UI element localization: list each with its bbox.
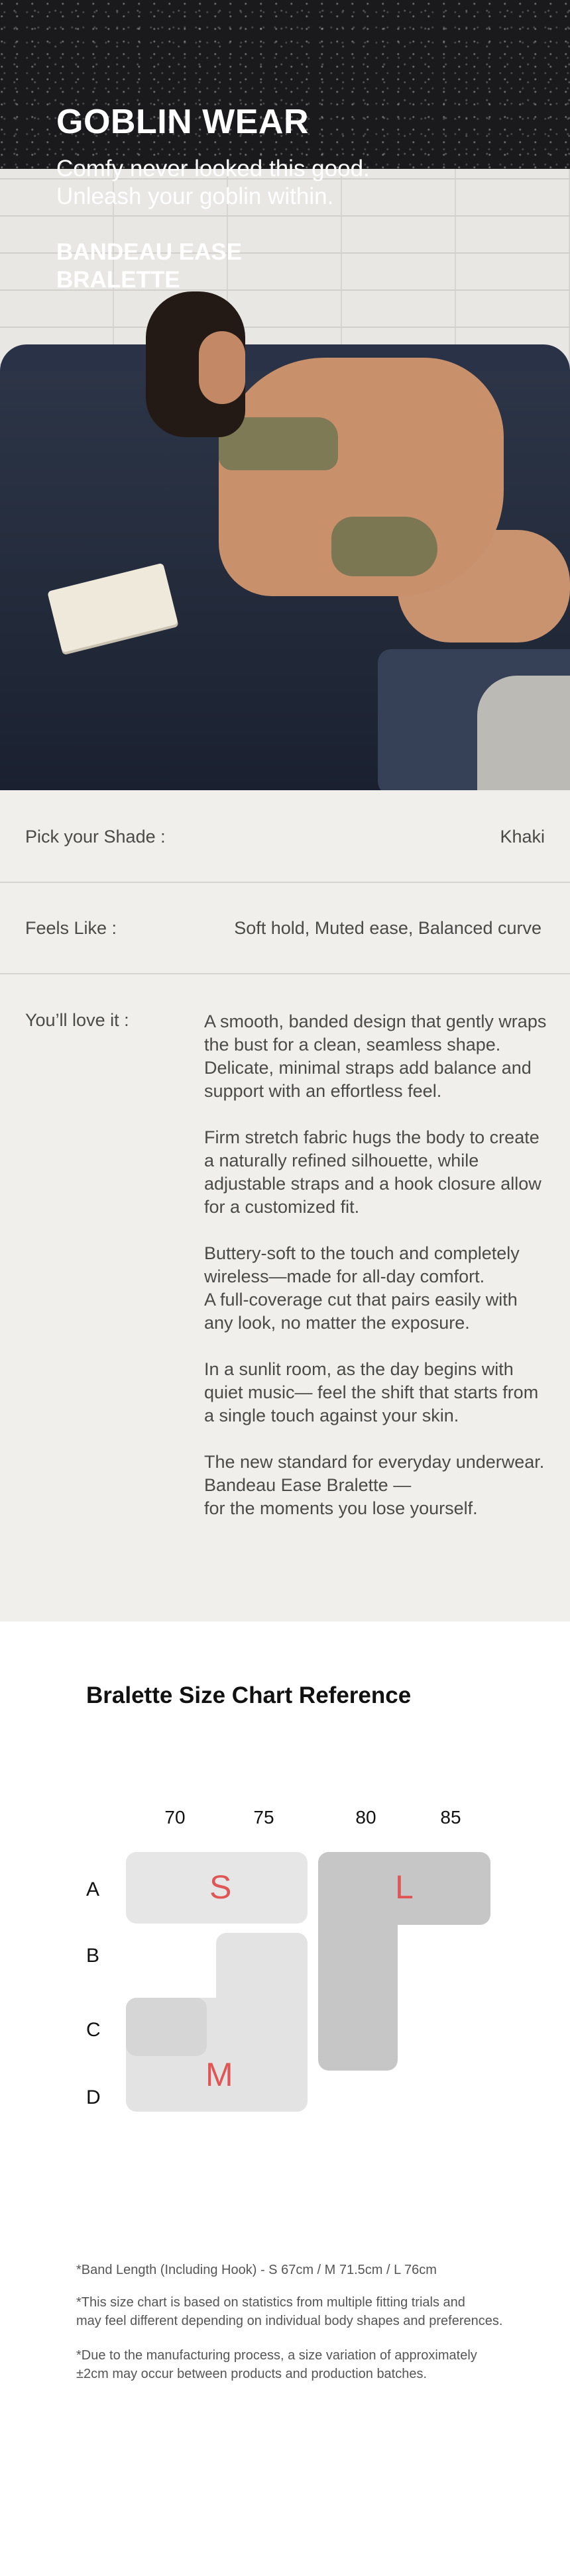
band-size-75: 75 bbox=[253, 1807, 274, 1828]
size-l-region bbox=[318, 1852, 398, 2071]
description-paragraph: The new standard for everyday underwear. Bandeau Ease Bralette — for the moments you lose yourself. bbox=[204, 1452, 545, 1518]
size-m-label: M bbox=[205, 2056, 233, 2093]
divider bbox=[0, 973, 570, 974]
cup-d: D bbox=[86, 2087, 101, 2108]
description-paragraph: Buttery-soft to the touch and completely wireless—made for all-day comfort. A full-coverage cut that pairs easily with any look, no matter the exposure. bbox=[204, 1243, 520, 1333]
brand-title: GOBLIN WEAR bbox=[56, 103, 310, 141]
size-chart-section bbox=[0, 1622, 570, 2576]
product-name: BANDEAU EASE BRALETTE bbox=[56, 239, 243, 293]
love-label: You’ll love it : bbox=[25, 1010, 129, 1030]
hero-banner bbox=[0, 0, 570, 790]
band-size-85: 85 bbox=[440, 1807, 461, 1828]
description-paragraph: In a sunlit room, as the day begins with quiet music— feel the shift that starts from a single touch against your skin. bbox=[204, 1359, 539, 1425]
feels-row bbox=[0, 883, 570, 974]
description-paragraph: A smooth, banded design that gently wraps the bust for a clean, seamless shape. Delicate, minimal straps add balance and support with an effortless feel. bbox=[204, 1011, 547, 1101]
band-size-80: 80 bbox=[355, 1807, 376, 1828]
hero-tagline: Comfy never looked this good. Unleash your goblin within. bbox=[56, 156, 370, 209]
love-description bbox=[204, 1010, 549, 1543]
band-size-70: 70 bbox=[164, 1807, 186, 1828]
hero-background-sky bbox=[0, 0, 570, 176]
shade-label: Pick your Shade : bbox=[25, 827, 166, 847]
description-paragraph: Firm stretch fabric hugs the body to create a naturally refined silhouette, while adjustable straps and a hook closure allow for a customized fit. bbox=[204, 1127, 542, 1217]
size-overlap-region bbox=[126, 1998, 207, 2056]
model-face bbox=[199, 331, 245, 404]
shade-value[interactable]: Khaki bbox=[500, 827, 545, 847]
feels-label: Feels Like : bbox=[25, 918, 117, 938]
size-l-label: L bbox=[395, 1869, 414, 1906]
size-chart-title: Bralette Size Chart Reference bbox=[86, 1682, 412, 1708]
hero-throw-blanket bbox=[477, 676, 570, 790]
size-s-label: S bbox=[209, 1869, 232, 1906]
size-note-variation: *Due to the manufacturing process, a size variation of approximately ±2cm may occur between products and production batches. bbox=[76, 2348, 477, 2381]
cup-b: B bbox=[86, 1945, 100, 1967]
size-note-band-length: *Band Length (Including Hook) - S 67cm / M 71.5cm / L 76cm bbox=[76, 2263, 437, 2277]
shade-row bbox=[0, 790, 570, 883]
cup-a: A bbox=[86, 1879, 100, 1900]
feels-value: Soft hold, Muted ease, Balanced curve bbox=[234, 918, 542, 938]
model-brief bbox=[331, 517, 437, 576]
size-note-statistics: *This size chart is based on statistics from multiple fitting trials and may feel different depending on individual body shapes and preferences. bbox=[76, 2295, 503, 2328]
cup-c: C bbox=[86, 2019, 101, 2041]
product-details bbox=[0, 790, 570, 1622]
